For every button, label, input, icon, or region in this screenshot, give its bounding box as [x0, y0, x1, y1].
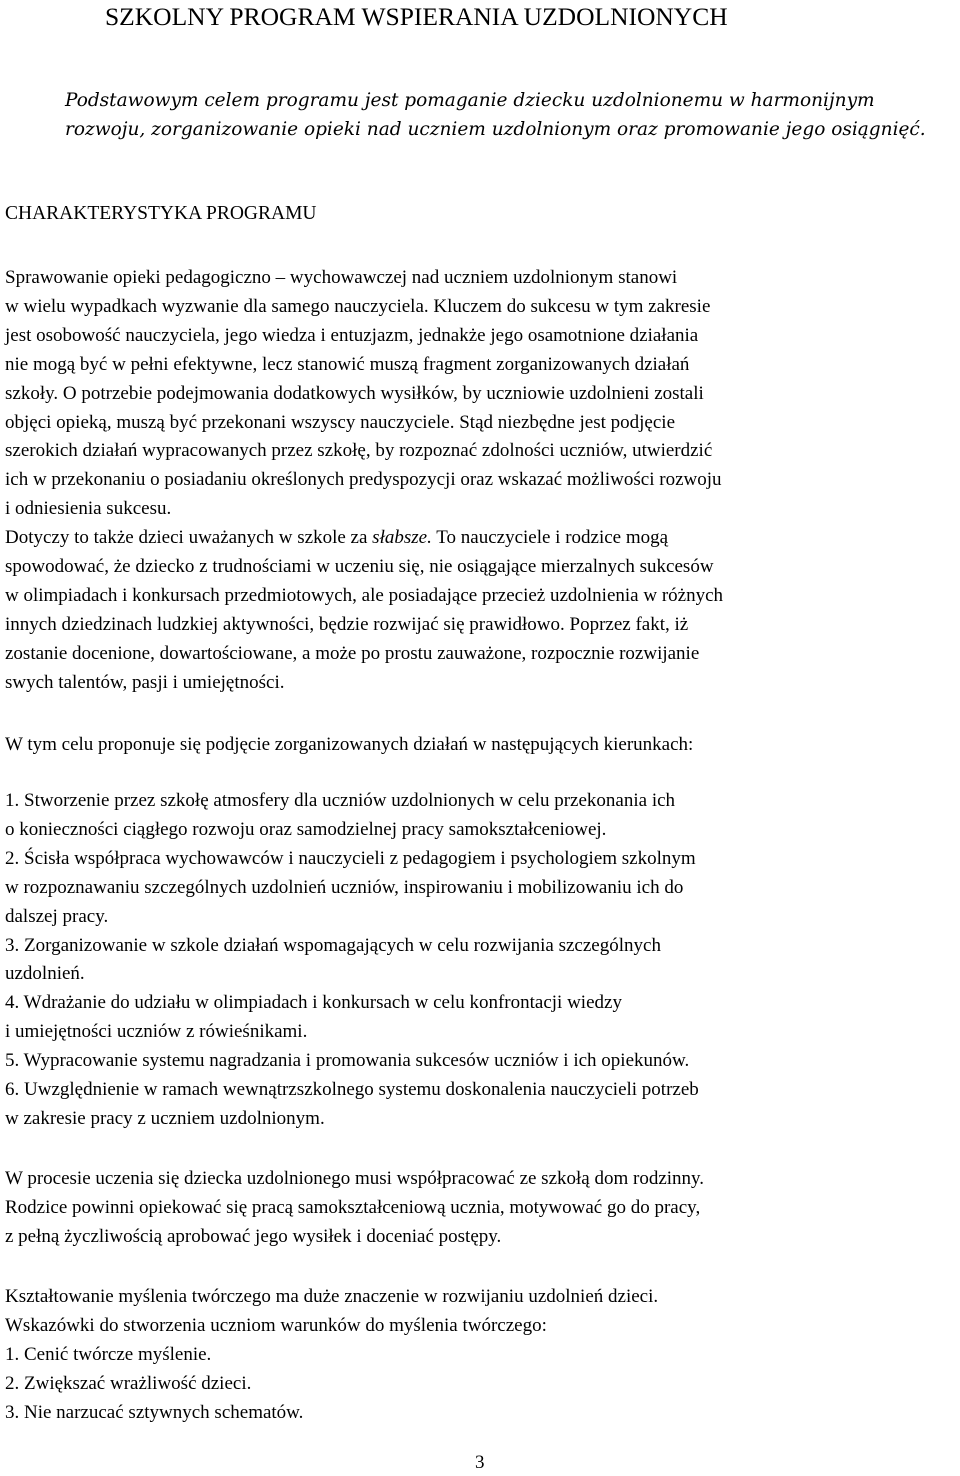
paragraph-line: szerokich działań wypracowanych przez szkołę, by rozpoznać zdolności uczniów, utwierdzić — [5, 440, 713, 462]
directions-lead — [5, 731, 955, 760]
paragraph-line: z pełną życzliwością aprobować jego wysiłek i doceniać postępy. — [5, 1225, 502, 1247]
text-run: To nauczyciele i rodzice mogą — [431, 527, 669, 549]
list-item-line: 1. Cenić twórcze myślenie. — [5, 1343, 212, 1365]
paragraph-line: innych dziedzinach ludzkiej aktywności, będzie rozwijać się prawidłowo. Poprzez fakt, iż — [5, 613, 689, 635]
list-item-line: w zakresie pracy z uczniem uzdolnionym. — [5, 1107, 325, 1129]
paragraph-line: W procesie uczenia się dziecka uzdolnionego musi współpracować ze szkołą dom rodzinny. — [5, 1168, 705, 1189]
paragraph-line: i odniesienia sukcesu. — [5, 498, 172, 520]
paragraph-line: w olimpiadach i konkursach przedmiotowych, ale posiadające przecież uzdolnienia w różnych — [5, 584, 724, 606]
list-item-line: 2. Zwiększać wrażliwość dzieci. — [5, 1372, 252, 1394]
list-item-line: w rozpoznawaniu szczególnych uzdolnień uczniów, inspirowaniu i mobilizowaniu ich do — [5, 876, 684, 898]
italic-text-run: słabsze. — [372, 527, 432, 549]
list-item-line: 6. Uwzględnienie w ramach wewnątrzszkolnego systemu doskonalenia nauczycieli potrzeb — [5, 1079, 699, 1101]
list-item-line: 2. Ścisła współpraca wychowawców i nauczycieli z pedagogiem i psychologiem szkolnym — [5, 847, 696, 869]
creative-thinking-paragraph — [5, 1283, 955, 1428]
paragraph-line: jest osobowość nauczyciela, jego wiedza i entuzjazm, jednakże jego osamotnione działania — [5, 324, 699, 346]
list-item-line: i umiejętności uczniów z rówieśnikami. — [5, 1021, 308, 1043]
paragraph-line: w wielu wypadkach wyzwanie dla samego nauczyciela. Kluczem do sukcesu w tym zakresie — [5, 295, 711, 317]
text-run: Dotyczy to także dzieci uważanych w szkole za — [5, 527, 373, 549]
program-motto — [65, 86, 935, 144]
page-number: 3 — [475, 1452, 485, 1473]
paragraph-line-mixed — [5, 524, 955, 553]
directions-list — [5, 787, 955, 1134]
paragraph-line: szkoły. O potrzebie podejmowania dodatkowych wysiłków, by uczniowie uzdolnieni zostali — [5, 382, 704, 404]
motto-line: rozwoju, zorganizowanie opieki nad uczniem uzdolnionym oraz promowanie jego osiągnięć. — [65, 119, 926, 140]
list-item-line: 3. Nie narzucać sztywnych schematów. — [5, 1401, 304, 1423]
paragraph-line: swych talentów, pasji i umiejętności. — [5, 671, 285, 693]
list-item-line: 3. Zorganizowanie w szkole działań wspomagających w celu rozwijania szczególnych — [5, 934, 661, 956]
paragraph-line: objęci opieką, muszą być przekonani wszyscy nauczyciele. Stąd niezbędne jest podjęcie — [5, 411, 676, 433]
list-item-line: 1. Stworzenie przez szkołę atmosfery dla uczniów uzdolnionych w celu przekonania ich — [5, 790, 676, 811]
paragraph-line: Kształtowanie myślenia twórczego ma duże znaczenie w rozwijaniu uzdolnień dzieci. — [5, 1286, 659, 1307]
paragraph-line: spowodować, że dziecko z trudnościami w uczeniu się, nie osiągające mierzalnych sukcesów — [5, 556, 714, 578]
program-description-paragraph — [5, 264, 955, 698]
paragraph-line: Sprawowanie opieki pedagogiczno – wychowawczej nad uczniem uzdolnionym stanowi — [5, 267, 678, 288]
paragraph-line: Rodzice powinni opiekować się pracą samokształceniową ucznia, motywować go do pracy, — [5, 1196, 701, 1218]
list-item-line: uzdolnień. — [5, 963, 85, 985]
list-item-line: 5. Wypracowanie systemu nagradzania i promowania sukcesów uczniów i ich opiekunów. — [5, 1050, 690, 1072]
paragraph-line: Wskazówki do stworzenia uczniom warunków do myślenia twórczego: — [5, 1314, 547, 1336]
list-item-line: dalszej pracy. — [5, 905, 109, 927]
page-title: SZKOLNY PROGRAM WSPIERANIA UZDOLNIONYCH — [105, 2, 728, 31]
motto-line: Podstawowym celem programu jest pomaganie dziecku uzdolnionemu w harmonijnym — [65, 90, 875, 111]
lead-line: W tym celu proponuje się podjęcie zorganizowanych działań w następujących kierunkach: — [5, 734, 694, 755]
paragraph-line: nie mogą być w pełni efektywne, lecz stanowić muszą fragment zorganizowanych działań — [5, 353, 690, 375]
paragraph-line: ich w przekonaniu o posiadaniu określonych predyspozycji oraz wskazać możliwości rozwoju — [5, 469, 722, 491]
section-heading: CHARAKTERYSTYKA PROGRAMU — [5, 203, 317, 224]
list-item-line: 4. Wdrażanie do udziału w olimpiadach i konkursach w celu konfrontacji wiedzy — [5, 992, 622, 1014]
list-item-line: o konieczności ciągłego rozwoju oraz samodzielnej pracy samokształceniowej. — [5, 818, 607, 840]
parents-paragraph — [5, 1165, 955, 1252]
paragraph-line: zostanie docenione, dowartościowane, a może po prostu zauważone, rozpocznie rozwijanie — [5, 642, 700, 664]
